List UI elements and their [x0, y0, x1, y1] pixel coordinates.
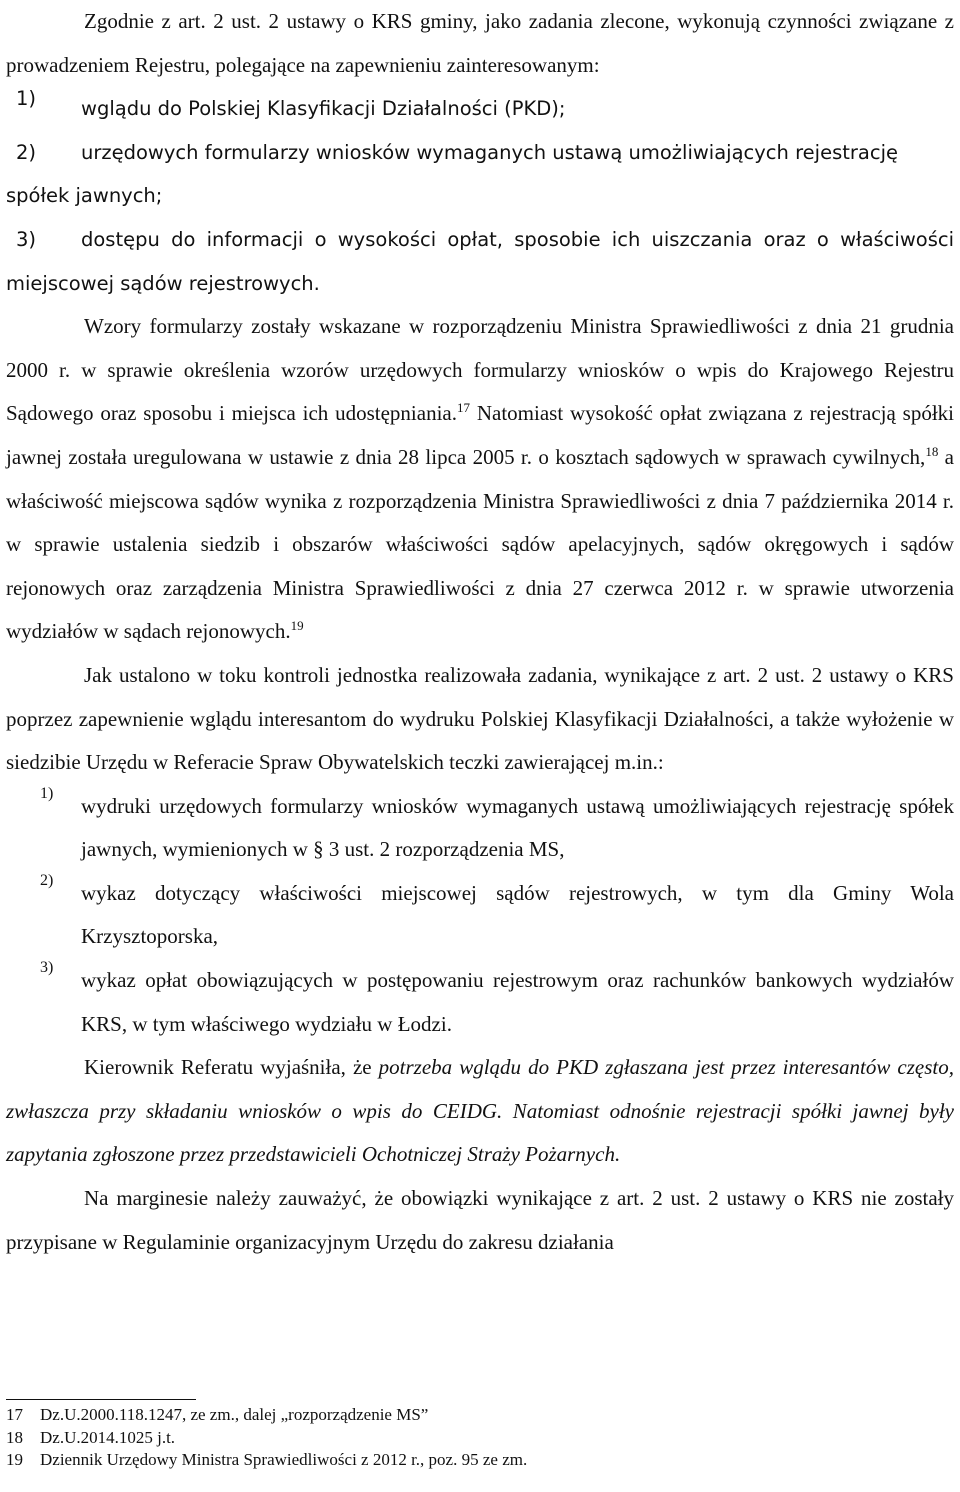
- list-number: 3): [40, 959, 54, 977]
- paragraph-text: a właściwość miejscowa sądów wynika z rozporządzenia Ministra Sprawiedliwości z dnia 7 października 2014 r. w sprawie ustalenia siedzib i obszarów właściwości sądów apelacyjnych, sądów okręgowych i sądów rejonowych oraz zarządzenia Ministra Sprawiedliwości z dnia 27 czerwca 2012 r. w sprawie utworzenia wydziałów w sądach rejonowych.: [6, 444, 954, 644]
- list-text: dostępu do informacji o wysokości opłat, sposobie ich uiszczania oraz o właściwości miejscowej sądów rejestrowych.: [6, 227, 954, 295]
- paragraph-text: Natomiast wysokość opłat związana z rejestracją spółki jawnej została uregulowana w ustawie z dnia 28 lipca 2005 r. o kosztach sądowych w sprawach cywilnych,: [6, 401, 955, 469]
- footnote-text: Dz.U.2000.118.1247, ze zm., dalej „rozporządzenie MS”: [40, 1405, 429, 1424]
- footnote-ref[interactable]: 18: [925, 443, 939, 459]
- footnote-number: 18: [6, 1427, 23, 1447]
- footnote-ref[interactable]: 19: [290, 618, 304, 634]
- list-text: wykaz dotyczący właściwości miejscowej sądów rejestrowych, w tym dla Gminy Wola Krzysztoporska,: [81, 880, 954, 949]
- footnote-text: Dz.U.2014.1025 j.t.: [40, 1427, 176, 1447]
- list-text: wglądu do Polskiej Klasyfikacji Działalności (PKD);: [81, 97, 566, 121]
- list-text: wykaz opłat obowiązujących w postępowaniu rejestrowym oraz rachunków bankowych wydziałów KRS, w tym właściwego wydziału w Łodzi.: [81, 968, 954, 1036]
- list-item: [6, 131, 954, 218]
- list-item: [6, 785, 954, 872]
- paragraph-text: Wzory formularzy zostały wskazane w rozporządzeniu Ministra Sprawiedliwości z dnia 21 grudnia 2000 r. w sprawie określenia wzorów urzędowych formularzy wniosków o wpis do Krajowego Rejestru Sądowego oraz sposobu i miejsca ich udostępniania.: [6, 314, 954, 426]
- list-item: [6, 959, 954, 1046]
- footnote-ref[interactable]: 17: [457, 400, 470, 416]
- footnote: [6, 1427, 954, 1450]
- document-body: [6, 0, 954, 1264]
- footnote-number: 17: [6, 1405, 23, 1424]
- footnotes: [6, 1399, 954, 1472]
- footnote: [6, 1449, 954, 1472]
- footnote-number: 19: [6, 1450, 23, 1469]
- list-number: 2): [16, 140, 37, 164]
- list-text: wydruki urzędowych formularzy wniosków wymaganych ustawą umożliwiających rejestrację spółek jawnych, wymienionych w § 3 ust. 2 rozporządzenia MS,: [81, 793, 954, 862]
- paragraph-intro: Zgodnie z art. 2 ust. 2 ustawy o KRS gminy, jako zadania zlecone, wykonują czynności związane z prowadzeniem Rejestru, polegające na zapewnieniu zainteresowanym:: [6, 9, 954, 77]
- list-number: 1): [40, 784, 54, 802]
- footnote-text: Dziennik Urzędowy Ministra Sprawiedliwości z 2012 r., poz. 95 ze zm.: [40, 1450, 528, 1469]
- paragraph-forms: [6, 305, 954, 654]
- quoted-explanation: potrzeba wglądu do PKD zgłaszana jest przez interesantów często, zwłaszcza przy składaniu wniosków o wpis do CEIDG. Natomiast odnośnie rejestracji spółki jawnej były zapytania zgłoszone przez przedstawicieli Ochotniczej Straży Pożarnych.: [6, 1055, 954, 1167]
- footnote: [6, 1404, 954, 1427]
- paragraph-findings: Jak ustalono w toku kontroli jednostka realizowała zadania, wynikające z art. 2 ust. 2 ustawy o KRS poprzez zapewnienie wglądu interesantom do wydruku Polskiej Klasyfikacji Działalności, a także wyłożenie w siedzibie Urzędu w Referacie Spraw Obywatelskich teczki zawierającej m.in.:: [6, 662, 954, 775]
- list-item: [6, 872, 954, 959]
- list-number: 3): [16, 227, 37, 251]
- list-number: 2): [40, 871, 54, 889]
- list-text: urzędowych formularzy wniosków wymaganych ustawą umożliwiających rejestrację spółek jawnych;: [6, 140, 898, 208]
- footnote-separator: [6, 1399, 196, 1400]
- list-number: 1): [16, 87, 37, 111]
- paragraph-explanation: [6, 1046, 954, 1177]
- list-item: [6, 87, 954, 131]
- paragraph-margin-note: Na marginesie należy zauważyć, że obowiązki wynikające z art. 2 ust. 2 ustawy o KRS nie zostały przypisane w Regulaminie organizacyjnym Urzędu do zakresu działania: [6, 1186, 954, 1254]
- list-item: [6, 218, 954, 305]
- paragraph-text: Kierownik Referatu wyjaśniła, że: [84, 1055, 379, 1080]
